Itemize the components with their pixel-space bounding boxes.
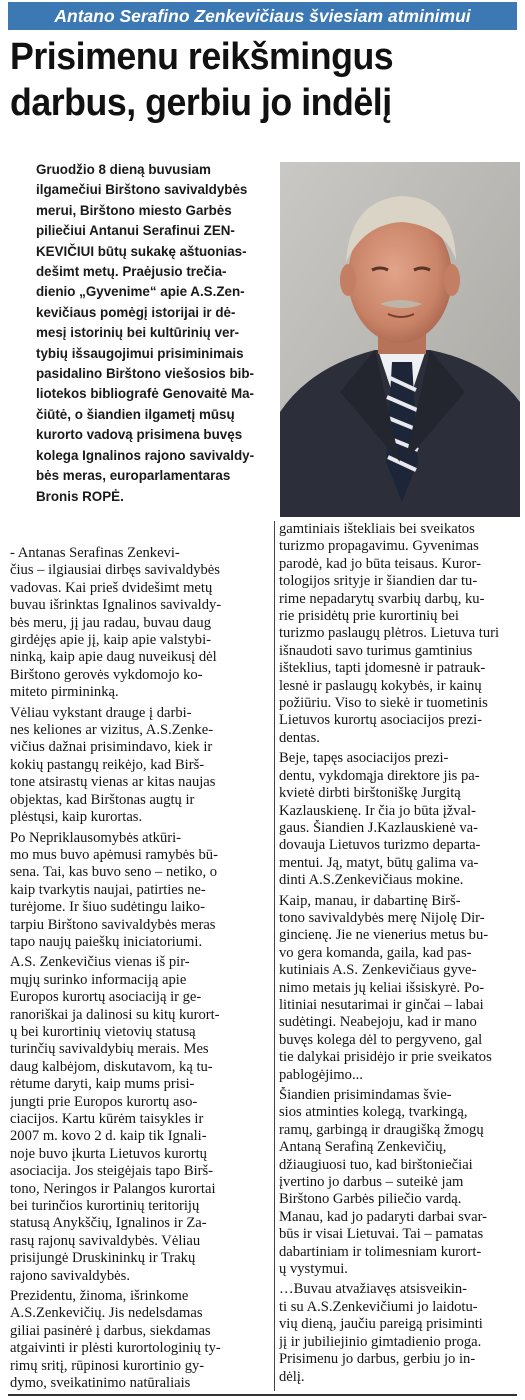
body-text-line: turinčių savivaldybių merais. Mes	[10, 1041, 209, 1058]
body-text-line: kutiniais A.S. Zenkevičiaus gyve-	[279, 962, 477, 979]
body-text-line: atgaivinti ir plėsti kurortologinių ty-	[10, 1340, 221, 1357]
body-text-line: išteklius, tapti įdomesnė ir patrauk-	[279, 660, 486, 677]
body-text-line: rėtume daryti, kaip mums prisi-	[10, 1076, 195, 1093]
body-text-line: buvęs kolega dėl to pergyveno, gal	[279, 1031, 483, 1048]
lead-line: tybių išsaugojimui prisiminimais	[36, 345, 244, 361]
body-text-line: įvertino jo darbus – suteikė jam	[279, 1174, 464, 1191]
body-text-line: kokių pastangų reikėjo, kad Birš-	[10, 756, 205, 773]
lead-line: mesį istorinių bei kultūrinių ver-	[36, 325, 240, 341]
body-text-line: statusą Anykščių, Ignalinos ir Za-	[10, 1215, 207, 1232]
body-text-line: ti su A.S.Zenkevičiumi jo laidotu-	[279, 1298, 478, 1315]
body-text-line: čius – ilgiausiai dirbęs savivaldybės	[10, 562, 220, 579]
lead-line: piliečiui Antanui Serafinui ZEN-	[36, 223, 235, 239]
body-text-line: ninką, kaip apie daug nuveikusį dėl	[10, 649, 217, 666]
bottom-rule	[8, 1394, 517, 1396]
lead-line: pasidalino Birštono viešosios bib-	[36, 366, 255, 382]
body-text-line: dabartiniam ir tolimesniam kurort-	[279, 1243, 482, 1260]
body-text-line: miteto pirmininką.	[10, 684, 119, 701]
body-text-line: gaus. Šiandien J.Kazlauskienė va-	[279, 819, 478, 836]
body-text-line: Vėliau vykstant drauge į darbi-	[10, 704, 192, 721]
body-text-line: bės meru, jį jau radau, buvau daug	[10, 614, 212, 631]
body-text-line: tone atsirastų vienas ar kitas naujas	[10, 774, 216, 791]
body-text-line: vičius dažnai prisimindavo, kiek ir	[10, 739, 213, 756]
body-text-line: turizmo paslaugų plėtros. Lietuva turi	[279, 625, 500, 642]
body-text-line: dentas.	[279, 729, 320, 746]
body-text-line: plėstųsi, kaip kurortas.	[10, 809, 143, 826]
body-text-line: ranoriškai ja dalinosi su kitų kurort-	[10, 1006, 220, 1023]
article-column-left	[10, 545, 272, 1393]
body-text-line: rajono savivaldybės.	[10, 1267, 130, 1284]
body-text-line: daug kalbėjom, diskutavom, ką tu-	[10, 1058, 213, 1075]
body-text-line: dinti A.S.Zenkevičiaus mokine.	[279, 872, 464, 889]
body-text-line: Lietuvos kurortų asociacijos prezi-	[279, 712, 483, 729]
body-text-line: rasų rajonų savivaldybės. Vėliau	[10, 1232, 201, 1249]
body-text-line: A.S.Zenkevičių. Jis nedelsdamas	[10, 1305, 203, 1322]
lead-line: dienio „Gyvenime“ apie A.S.Zen-	[36, 284, 245, 300]
body-text-line: nes keliones ar vizitus, A.S.Zenke-	[10, 722, 214, 739]
portrait-photo	[280, 162, 520, 517]
body-text-line: Prisimenu jo darbus, gerbiu jo in-	[279, 1351, 476, 1368]
body-text-line: tologijos srityje ir šiandien dar tu-	[279, 573, 478, 590]
body-text-line: ciacijos. Kartu kūrėm taisykles ir	[10, 1111, 204, 1127]
body-text-line: dėlį.	[279, 1368, 305, 1385]
body-text-line: Po Nepriklausomybės atkūri-	[10, 829, 182, 846]
body-text-line: litiniai nesutarimai ir ginčai – labai	[279, 996, 484, 1013]
body-text-line: vių dieną, jaučiu pareigą prisiminti	[279, 1316, 483, 1333]
body-text-line: jį ir jubiliejinio gimtadienio proga.	[279, 1333, 482, 1350]
lead-line: Gruodžio 8 dieną buvusiam	[36, 162, 211, 177]
body-text-line: Antaną Serafiną Zenkevičių,	[279, 1139, 447, 1156]
body-text-line: Birštono Garbės piliečio vardą.	[279, 1191, 462, 1208]
body-text-line: turėjome. Ir šiuo sudėtingu laiko-	[10, 899, 205, 916]
lead-line: kevičiaus pomėgį istorijai ir dė-	[36, 304, 236, 320]
column-divider	[274, 521, 275, 1391]
body-text-line: dymo, sveikatinimo natūraliais	[10, 1375, 191, 1392]
body-text-line: tie dalykai prisidėjo ir prie sveikatos	[279, 1049, 492, 1066]
body-text-line: Kaip, manau, ir dabartinę Birš-	[279, 892, 461, 909]
body-text-line: nimo metais jų keliai išsiskyrė. Po-	[279, 979, 485, 996]
body-text-line: ramų, garbingą ir draugišką žmogų	[279, 1121, 484, 1138]
body-text-line: ų vystymui.	[279, 1261, 348, 1278]
body-text-line: prisijungė Druskininkų ir Trakų	[10, 1250, 196, 1267]
body-text-line: mo mus buvo apėmusi ramybės bū-	[10, 846, 218, 863]
lead-line: ilgamečiui Birštono savivaldybės	[36, 182, 248, 198]
body-text-line: tapo naujų paieškų iniciatoriumi.	[10, 933, 203, 950]
body-text-line: rimų sritį, rūpinosi kurortinio gy-	[10, 1357, 205, 1374]
body-text-line: asociacija. Jos steigėjais tapo Birš-	[10, 1163, 214, 1180]
body-text-line: tono, Neringos ir Palangos kurortai	[10, 1180, 216, 1197]
body-text-line: Manau, kad jo padaryti darbai svar-	[279, 1208, 487, 1225]
lead-line: kurorto vadovą prisimena buvęs	[36, 427, 243, 443]
body-text-line: požiūriu. Viso to siekė ir tuometinis	[279, 695, 488, 712]
body-text-line: mųjų surinko informaciją apie	[10, 971, 187, 988]
body-text-line: sudėtingi. Neabejoju, kad ir mano	[279, 1014, 477, 1031]
body-text-line: rie prisidėtų prie kurortinių bei	[279, 608, 459, 625]
body-text-line: tarpiu Birštono savivaldybės meras	[10, 916, 216, 933]
headline-line: Prisimenu reikšmingus	[10, 36, 394, 78]
body-text-line: Kazlauskienę. Ir čia jo būta įžval-	[279, 802, 476, 819]
lead-line: merui, Birštono miesto Garbės	[36, 202, 232, 218]
body-text-line: tono savivaldybės merę Nijolę Dir-	[279, 909, 485, 926]
body-text-line: jungti prie Europos kurortų aso-	[10, 1093, 198, 1110]
body-text-line: kaip tvarkytis naujai, patirties ne-	[10, 881, 206, 898]
lead-line: bės meras, europarlamentaras	[36, 468, 231, 484]
lead-line: liotekos bibliografė Genovaitė Ma-	[36, 386, 255, 402]
body-text-line: dentu, vykdomąja direktore jis pa-	[279, 767, 480, 784]
body-text-line: išnaudoti savo turimus gamtinius	[279, 642, 473, 659]
body-text-line: Birštono gerovės vykdomojo ko-	[10, 666, 203, 683]
body-text-line: mentui. Ją, matyt, būtų galima va-	[279, 854, 479, 871]
body-text-line: buvau išrinktas Ignalinos savivaldy-	[10, 597, 222, 614]
body-text-line: - Antanas Serafinas Zenkevi-	[10, 545, 180, 561]
body-text-line: A.S. Zenkevičius vienas iš pir-	[10, 954, 190, 971]
body-text-line: 2007 m. kovo 2 d. kaip tik Ignali-	[10, 1128, 207, 1145]
lead-line: KEVIČIUI būtų sukakę aštuonias-	[36, 243, 247, 259]
body-text-line: Šiandien prisimindamas švie-	[279, 1087, 452, 1103]
body-text-line: džiaugiuosi tuo, kad birštoniečiai	[279, 1156, 473, 1173]
section-banner: Antano Serafino Zenkevičiaus šviesiam atminimui	[8, 2, 517, 30]
body-text-line: kvietė dirbti birštoniškę Jurgitą	[279, 785, 461, 802]
body-text-line: gincienę. Jie ne vienerius metus bu-	[279, 927, 489, 944]
lead-line: kolega Ignalinos rajono savivaldy-	[36, 447, 255, 463]
headline	[10, 34, 485, 126]
portrait-illustration	[280, 162, 520, 517]
body-text-line: dovauja Lietuvos turizmo departa-	[279, 837, 481, 854]
body-text-line: ų bei kurortinių vietovių statusą	[10, 1023, 196, 1040]
body-text-line: vo gera komanda, gaila, kad pas-	[279, 944, 472, 961]
body-text-line: pablogėjimo...	[279, 1066, 363, 1083]
body-text-line: sena. Tai, kas buvo seno – netiko, o	[10, 864, 218, 881]
body-text-line: būs ir visai Lietuvai. Tai – pamatas	[279, 1226, 484, 1243]
article-column-right	[279, 521, 519, 1386]
body-text-line: vadovas. Kai prieš dvidešimt metų	[10, 579, 213, 596]
body-text-line: noje buvo įkurta Lietuvos kurortų	[10, 1145, 207, 1162]
body-text-line: parodė, kad jo būta teisaus. Kuror-	[279, 555, 481, 572]
body-text-line: girdėjęs apie jį, kaip apie valstybi-	[10, 632, 212, 649]
body-text-line: Prezidentu, žinoma, išrinkome	[10, 1288, 189, 1305]
headline-line: darbus, gerbiu jo indėlį	[10, 82, 392, 124]
body-text-line: lesnė ir paslaugų kokybės, ir kainų	[279, 677, 482, 694]
lead-line: čiūtė, o šiandien ilgametį mūsų	[36, 406, 235, 422]
body-text-line: objektas, kad Birštonas augtų ir	[10, 791, 195, 808]
body-text-line: Beje, tapęs asociacijos prezi-	[279, 750, 449, 767]
body-text-line: turizmo propagavimu. Gyvenimas	[279, 538, 479, 555]
body-text-line: …Buvau atvažiavęs atsisveikin-	[279, 1281, 468, 1298]
body-text-line: gamtiniais ištekliais bei sveikatos	[279, 521, 475, 537]
body-text-line: rime nepadarytų svarbių darbų, ku-	[279, 590, 485, 607]
lead-line: Bronis ROPĖ.	[36, 488, 124, 504]
body-text-line: Europos kurortų asociaciją ir ge-	[10, 989, 202, 1006]
body-text-line: bei turinčios kurortinių teritorijų	[10, 1198, 200, 1215]
lead-line: dešimt metų. Praėjusio trečia-	[36, 264, 227, 280]
body-text-line: sios atminties kolegą, tvarkingą,	[279, 1104, 468, 1121]
lead-paragraph	[36, 160, 270, 507]
body-text-line: giliai pasinėrė į darbus, siekdamas	[10, 1322, 211, 1339]
